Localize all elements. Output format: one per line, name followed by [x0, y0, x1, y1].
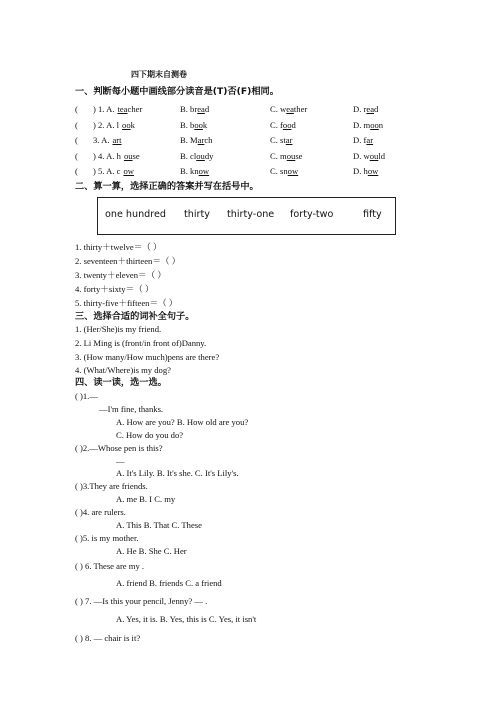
- underlined-phoneme: ou: [123, 151, 133, 161]
- section-1-heading: 一、判断每小题中画线部分读音是(T)否(F)相同。: [75, 86, 279, 97]
- word-part: se: [132, 151, 140, 161]
- options-line: A. This B. That C. These: [116, 520, 202, 530]
- word-part: dy: [204, 151, 214, 161]
- word-part: ) 4. A. h: [93, 151, 121, 161]
- section-4-heading: 四、读一读，选一选。: [75, 377, 167, 388]
- section-2-heading: 二、算一算，选择正确的答案并写在括号中。: [75, 181, 259, 192]
- math-line: 1. thirty＋twelve＝（ ）: [75, 242, 162, 252]
- page-title: 四下期末自测卷: [131, 70, 187, 79]
- word-part: B. b: [180, 120, 195, 130]
- answer-paren: [75, 120, 78, 131]
- word-part: (: [75, 166, 78, 176]
- fill-line: 1. (Her/She)is my friend.: [75, 324, 162, 334]
- word-part: d: [204, 104, 210, 114]
- underlined-phoneme: tea: [117, 104, 128, 114]
- fill-line: 4. (What/Where)is my dog?: [75, 365, 171, 375]
- fill-line: 3. (How many/How much)pens are there?: [75, 352, 220, 362]
- question-line: ( )1.—: [75, 391, 98, 401]
- word-part: k: [202, 120, 208, 130]
- word-part: d: [291, 120, 296, 130]
- word-part: (: [75, 151, 78, 161]
- underlined-phoneme: ow: [198, 166, 210, 176]
- word-part: C. f: [270, 120, 283, 130]
- underlined-phoneme: ow: [367, 166, 379, 176]
- math-line: 4. forty＋sixty＝（ ）: [75, 284, 154, 294]
- word-part: (: [75, 120, 78, 130]
- underlined-phoneme: oo: [370, 120, 379, 130]
- option-d: [353, 166, 378, 177]
- option-b: [180, 120, 207, 131]
- underlined-phoneme: ar: [366, 135, 374, 145]
- options-line: A. How are you? B. How old are you?: [116, 417, 249, 427]
- word-part: C. w: [270, 104, 287, 114]
- math-line: 2. seventeen＋thirteen＝（ ）: [75, 256, 181, 266]
- underlined-phoneme: ar: [197, 135, 205, 145]
- option-a: [93, 104, 142, 115]
- options-line: A. It's Lily. B. It's she. C. It's Lily's.: [116, 468, 239, 478]
- word-part: ) 2. A. l: [93, 120, 120, 130]
- word-part: cher: [127, 104, 143, 114]
- word-part: B. kn: [180, 166, 199, 176]
- word-part: (: [75, 104, 78, 114]
- underlined-phoneme: oo: [122, 120, 131, 130]
- options-line: A. He B. She C. Her: [116, 546, 187, 556]
- underlined-phoneme: ow: [123, 166, 134, 176]
- option-d: [353, 151, 385, 162]
- word-part: D. m: [353, 120, 371, 130]
- word-part: D. w: [353, 151, 370, 161]
- underlined-phoneme: oo: [282, 120, 292, 130]
- answer-line: —: [116, 456, 125, 466]
- option-d: [353, 135, 373, 146]
- word-part: ther: [293, 104, 308, 114]
- word-part: 3. A.: [93, 135, 110, 145]
- options-line: A. friend B. friends C. a friend: [116, 578, 222, 588]
- word-part: C. st: [270, 135, 286, 145]
- options-line: A. Yes, it is. B. Yes, this is C. Yes, it isn't: [116, 614, 257, 624]
- word-bank-item: thirty-one: [227, 209, 275, 220]
- question-line: ( ) 6. These are my .: [75, 561, 145, 571]
- math-line: 3. twenty＋eleven＝（ ）: [75, 270, 166, 280]
- word-part: C. m: [270, 151, 287, 161]
- underlined-phoneme: ar: [285, 135, 293, 145]
- answer-paren: [75, 166, 78, 177]
- question-line: ( )3.They are friends.: [75, 481, 148, 491]
- option-c: [270, 135, 292, 146]
- word-part: (: [75, 135, 78, 145]
- option-b: [180, 104, 209, 115]
- underlined-phoneme: ea: [286, 104, 294, 114]
- word-part: n: [378, 120, 384, 130]
- option-c: [270, 120, 296, 131]
- question-line: ( )2.—Whose pen is this?: [75, 443, 163, 453]
- word-part: ) 5. A. c: [93, 166, 121, 176]
- option-b: [180, 151, 213, 162]
- word-bank-box: [97, 197, 396, 235]
- options-line: C. How do you do?: [116, 430, 184, 440]
- word-bank-item: one hundred: [105, 209, 166, 220]
- word-part: D. h: [353, 166, 368, 176]
- underlined-phoneme: ea: [197, 104, 205, 114]
- word-part: D. r: [353, 104, 367, 114]
- option-a: [93, 135, 122, 146]
- options-line: A. me B. I C. my: [116, 494, 176, 504]
- underlined-phoneme: ow: [287, 166, 299, 176]
- question-line: ( ) 8. — chair is it?: [75, 633, 141, 643]
- math-line: 5. thirty-five＋fifteen＝（ ）: [75, 298, 178, 308]
- word-part: B. M: [180, 135, 198, 145]
- option-d: [353, 104, 378, 115]
- word-part: B. cl: [180, 151, 197, 161]
- question-line: ( )5. is my mother.: [75, 533, 139, 543]
- answer-line: —I'm fine, thanks.: [99, 404, 164, 414]
- underlined-phoneme: ou: [369, 151, 379, 161]
- word-bank-item: forty-two: [290, 209, 334, 220]
- word-part: ld: [378, 151, 385, 161]
- option-d: [353, 120, 383, 131]
- underlined-phoneme: ou: [196, 151, 205, 161]
- word-part: ) 1. A.: [93, 104, 115, 114]
- underlined-phoneme: ou: [286, 151, 296, 161]
- option-b: [180, 135, 212, 146]
- option-a: [93, 151, 140, 162]
- question-line: ( )4. are rulers.: [75, 507, 126, 517]
- word-part: se: [295, 151, 303, 161]
- answer-paren: [75, 151, 78, 162]
- option-c: [270, 104, 307, 115]
- word-bank-item: fifty: [363, 209, 382, 220]
- option-c: [270, 166, 298, 177]
- underlined-phoneme: ea: [366, 104, 375, 114]
- word-bank-item: thirty: [184, 209, 210, 220]
- option-a: [93, 166, 134, 177]
- question-line: ( ) 7. —Is this your pencil, Jenny? — .: [75, 596, 208, 606]
- option-b: [180, 166, 209, 177]
- section-3-heading: 三、选择合适的词补全句子。: [75, 311, 195, 322]
- fill-line: 2. Li Ming is (front/in front of)Danny.: [75, 338, 207, 348]
- word-part: ch: [204, 135, 213, 145]
- word-part: C. sn: [270, 166, 288, 176]
- option-a: [93, 120, 135, 131]
- word-part: d: [374, 104, 379, 114]
- underlined-phoneme: art: [112, 135, 122, 145]
- option-c: [270, 151, 302, 162]
- word-part: k: [130, 120, 135, 130]
- underlined-phoneme: oo: [194, 120, 203, 130]
- answer-paren: [75, 135, 78, 146]
- word-part: D. f: [353, 135, 367, 145]
- answer-paren: [75, 104, 78, 115]
- word-part: B. br: [180, 104, 198, 114]
